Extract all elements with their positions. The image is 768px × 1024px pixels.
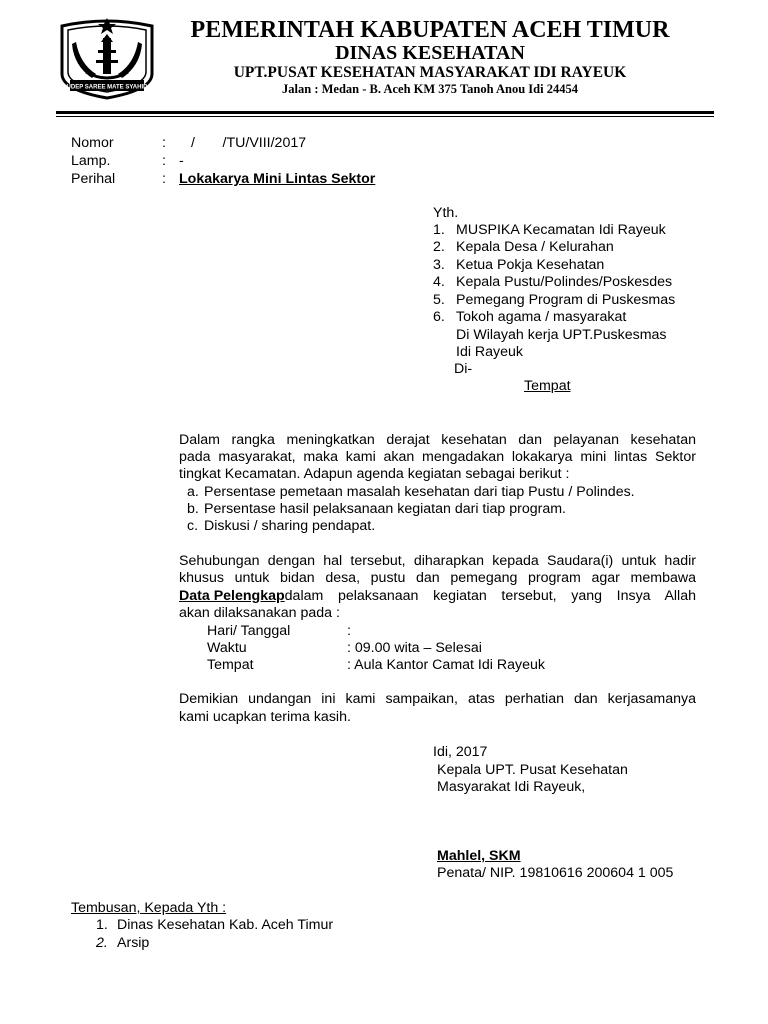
tembusan-item: Dinas Kesehatan Kab. Aceh Timur xyxy=(117,917,334,933)
schedule-label: Tempat xyxy=(207,657,254,673)
letterhead-government: PEMERINTAH KABUPATEN ACEH TIMUR xyxy=(190,17,670,43)
tembusan-item: Arsip xyxy=(117,935,150,951)
agenda-item: Persentase pemetaan masalah kesehatan dari tiap Pustu / Polindes. xyxy=(204,484,635,500)
schedule-label: Hari/ Tanggal xyxy=(207,623,291,639)
body-text-fragment: dalam pelaksanaan kegiatan tersebut, yang Insya Allah xyxy=(284,588,696,604)
recipient-area: Di Wilayah kerja UPT.Puskesmas xyxy=(456,327,667,343)
agenda-letter: b. xyxy=(187,501,199,517)
perihal-colon: : xyxy=(162,171,166,187)
body-paragraph-line xyxy=(179,588,696,606)
recipient-num: 3. xyxy=(433,257,445,273)
tembusan-num: 2. xyxy=(96,935,108,951)
nomor-value: / /TU/VIII/2017 xyxy=(191,135,307,151)
recipient-area-town: Idi Rayeuk xyxy=(456,344,524,360)
recipient-di: Di- xyxy=(454,361,473,377)
tembusan-num: 1. xyxy=(96,917,108,933)
recipient-num: 5. xyxy=(433,292,445,308)
signatory-title: Kepala UPT. Pusat Kesehatan xyxy=(437,762,628,778)
letterhead-rule-thick xyxy=(56,111,714,114)
tembusan-heading: Tembusan, Kepada Yth : xyxy=(71,900,227,916)
recipient-num: 4. xyxy=(433,274,445,290)
lamp-colon: : xyxy=(162,153,166,169)
perihal-value: Lokakarya Mini Lintas Sektor xyxy=(179,171,376,187)
signatory-title: Masyarakat Idi Rayeuk, xyxy=(437,779,586,795)
letterhead-agency: DINAS KESEHATAN xyxy=(335,42,525,64)
place-date: Idi, 2017 xyxy=(433,744,488,760)
lamp-label: Lamp. xyxy=(71,153,111,169)
letterhead-unit: UPT.PUSAT KESEHATAN MASYARAKAT IDI RAYEUK xyxy=(233,64,627,81)
agenda-item: Persentase hasil pelaksanaan kegiatan dari tiap program. xyxy=(204,501,567,517)
letterhead-address: Jalan : Medan - B. Aceh KM 375 Tanoh Anou Idi 24454 xyxy=(282,82,578,96)
lamp-value: - xyxy=(179,153,184,169)
agenda-item: Diskusi / sharing pendapat. xyxy=(204,518,376,534)
recipient-item: MUSPIKA Kecamatan Idi Rayeuk xyxy=(456,222,666,238)
schedule-value: : 09.00 wita – Selesai xyxy=(347,640,482,656)
recipient-num: 1. xyxy=(433,222,445,238)
signatory-nip: Penata/ NIP. 19810616 200604 1 005 xyxy=(437,865,674,881)
agenda-letter: a. xyxy=(187,484,199,500)
body-paragraph-line: pada masyarakat, maka kami akan mengadakan lokakarya mini lintas Sektor xyxy=(179,449,696,465)
logo-ribbon-text: UDEP SAREE MATE SYAHID xyxy=(66,84,148,91)
body-paragraph-line: Dalam rangka meningkatkan derajat kesehatan dan pelayanan kesehatan xyxy=(179,432,696,448)
body-paragraph-line: Sehubungan dengan hal tersebut, diharapkan kepada Saudara(i) untuk hadir xyxy=(179,553,696,569)
schedule-label: Waktu xyxy=(207,640,247,656)
body-paragraph-line: kami ucapkan terima kasih. xyxy=(179,709,351,725)
recipient-item: Tokoh agama / masyarakat xyxy=(456,309,627,325)
recipient-num: 6. xyxy=(433,309,445,325)
recipient-tempat: Tempat xyxy=(524,378,571,394)
recipient-item: Ketua Pokja Kesehatan xyxy=(456,257,605,273)
recipient-item: Kepala Desa / Kelurahan xyxy=(456,239,614,255)
body-paragraph-line: Demikian undangan ini kami sampaikan, atas perhatian dan kerjasamanya xyxy=(179,691,696,707)
signatory-name: Mahlel, SKM xyxy=(437,848,521,864)
recipient-num: 2. xyxy=(433,239,445,255)
agenda-letter: c. xyxy=(187,518,199,534)
recipient-item: Pemegang Program di Puskesmas xyxy=(456,292,676,308)
body-paragraph-line: akan dilaksanakan pada : xyxy=(179,605,340,621)
body-paragraph-line: tingkat Kecamatan. Adapun agenda kegiatan sebagai berikut : xyxy=(179,466,570,482)
body-paragraph-line: khusus untuk bidan desa, pustu dan pemegang program agar membawa xyxy=(179,570,696,586)
recipient-item: Kepala Pustu/Polindes/Poskesdes xyxy=(456,274,673,290)
schedule-value: : Aula Kantor Camat Idi Rayeuk xyxy=(347,657,545,673)
nomor-label: Nomor xyxy=(71,135,114,151)
data-pelengkap-emphasis: Data Pelengkap xyxy=(179,588,285,604)
schedule-value: : xyxy=(347,623,351,639)
letterhead-rule-thin xyxy=(56,116,714,117)
perihal-label: Perihal xyxy=(71,171,116,187)
nomor-colon: : xyxy=(162,135,166,151)
yth-label: Yth. xyxy=(433,205,459,221)
